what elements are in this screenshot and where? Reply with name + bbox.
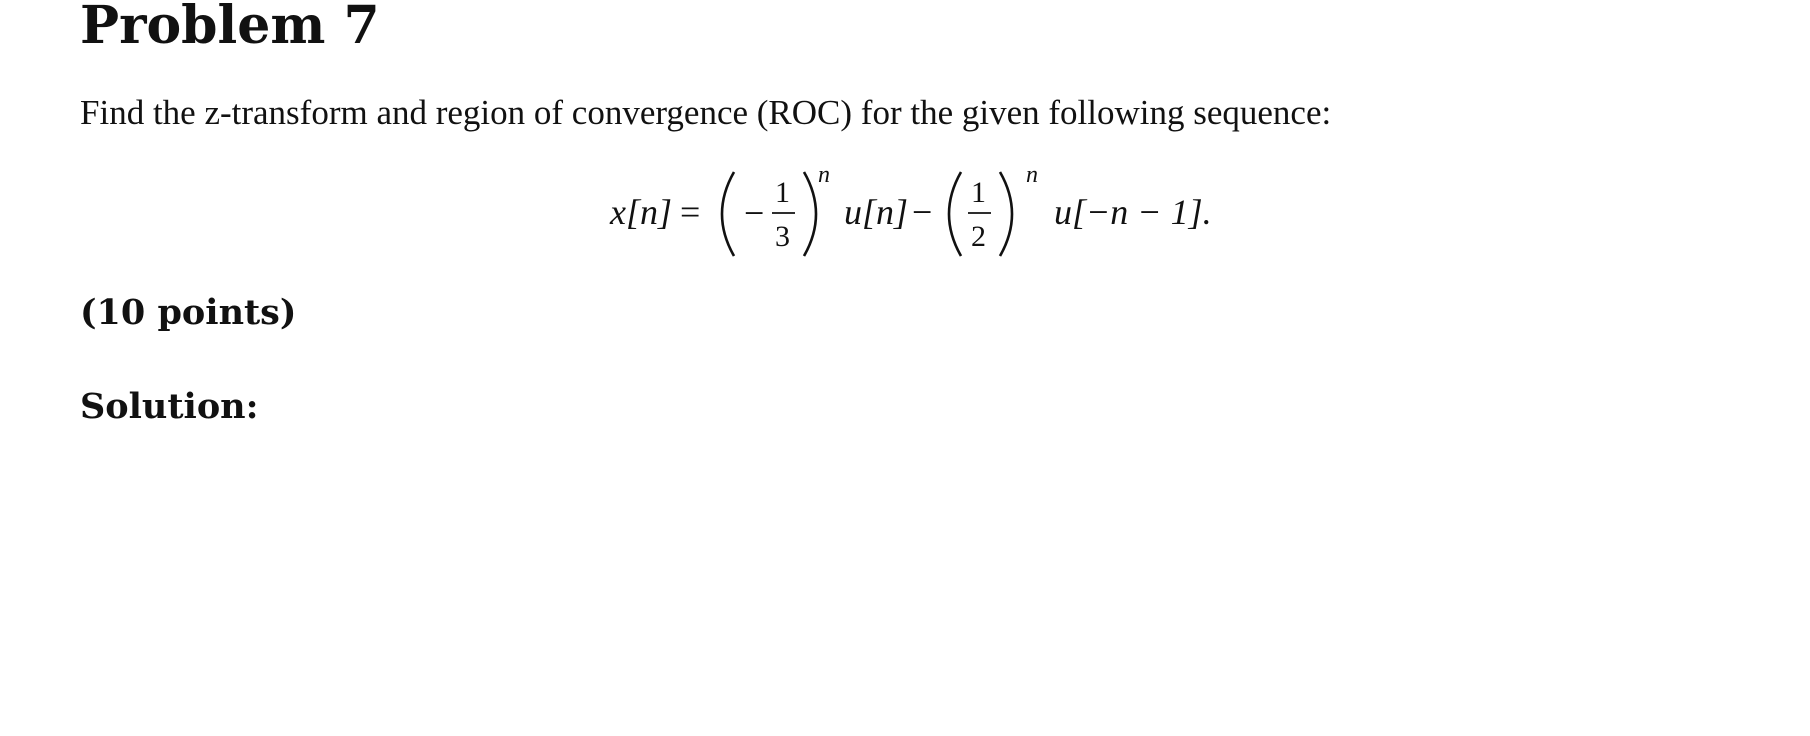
term2-right-paren xyxy=(1000,172,1012,256)
solution-label: Solution: xyxy=(80,386,259,427)
term2-step: u[−n − 1]. xyxy=(1054,192,1212,232)
points-label: (10 points) xyxy=(80,292,297,333)
term1-right-paren xyxy=(804,172,816,256)
equation-equals: = xyxy=(680,192,701,232)
problem-title: Problem 7 xyxy=(80,0,380,56)
equation-operator: − xyxy=(912,192,933,232)
equation-lhs: x[n] xyxy=(610,192,672,232)
term2-left-paren xyxy=(949,172,961,256)
term1-step: u[n] xyxy=(844,192,909,232)
problem-prompt: Find the z-transform and region of convergence (ROC) for the given following sequence: xyxy=(80,93,1332,132)
term2-denominator: 2 xyxy=(971,220,986,253)
term2-exponent: n xyxy=(1026,162,1038,188)
term1-exponent: n xyxy=(818,162,830,188)
term1-sign: − xyxy=(744,193,765,233)
equation xyxy=(600,158,1240,270)
term1-denominator: 3 xyxy=(775,220,790,253)
term1-left-paren xyxy=(722,172,734,256)
term2-numerator: 1 xyxy=(971,176,986,209)
term1-numerator: 1 xyxy=(775,176,790,209)
